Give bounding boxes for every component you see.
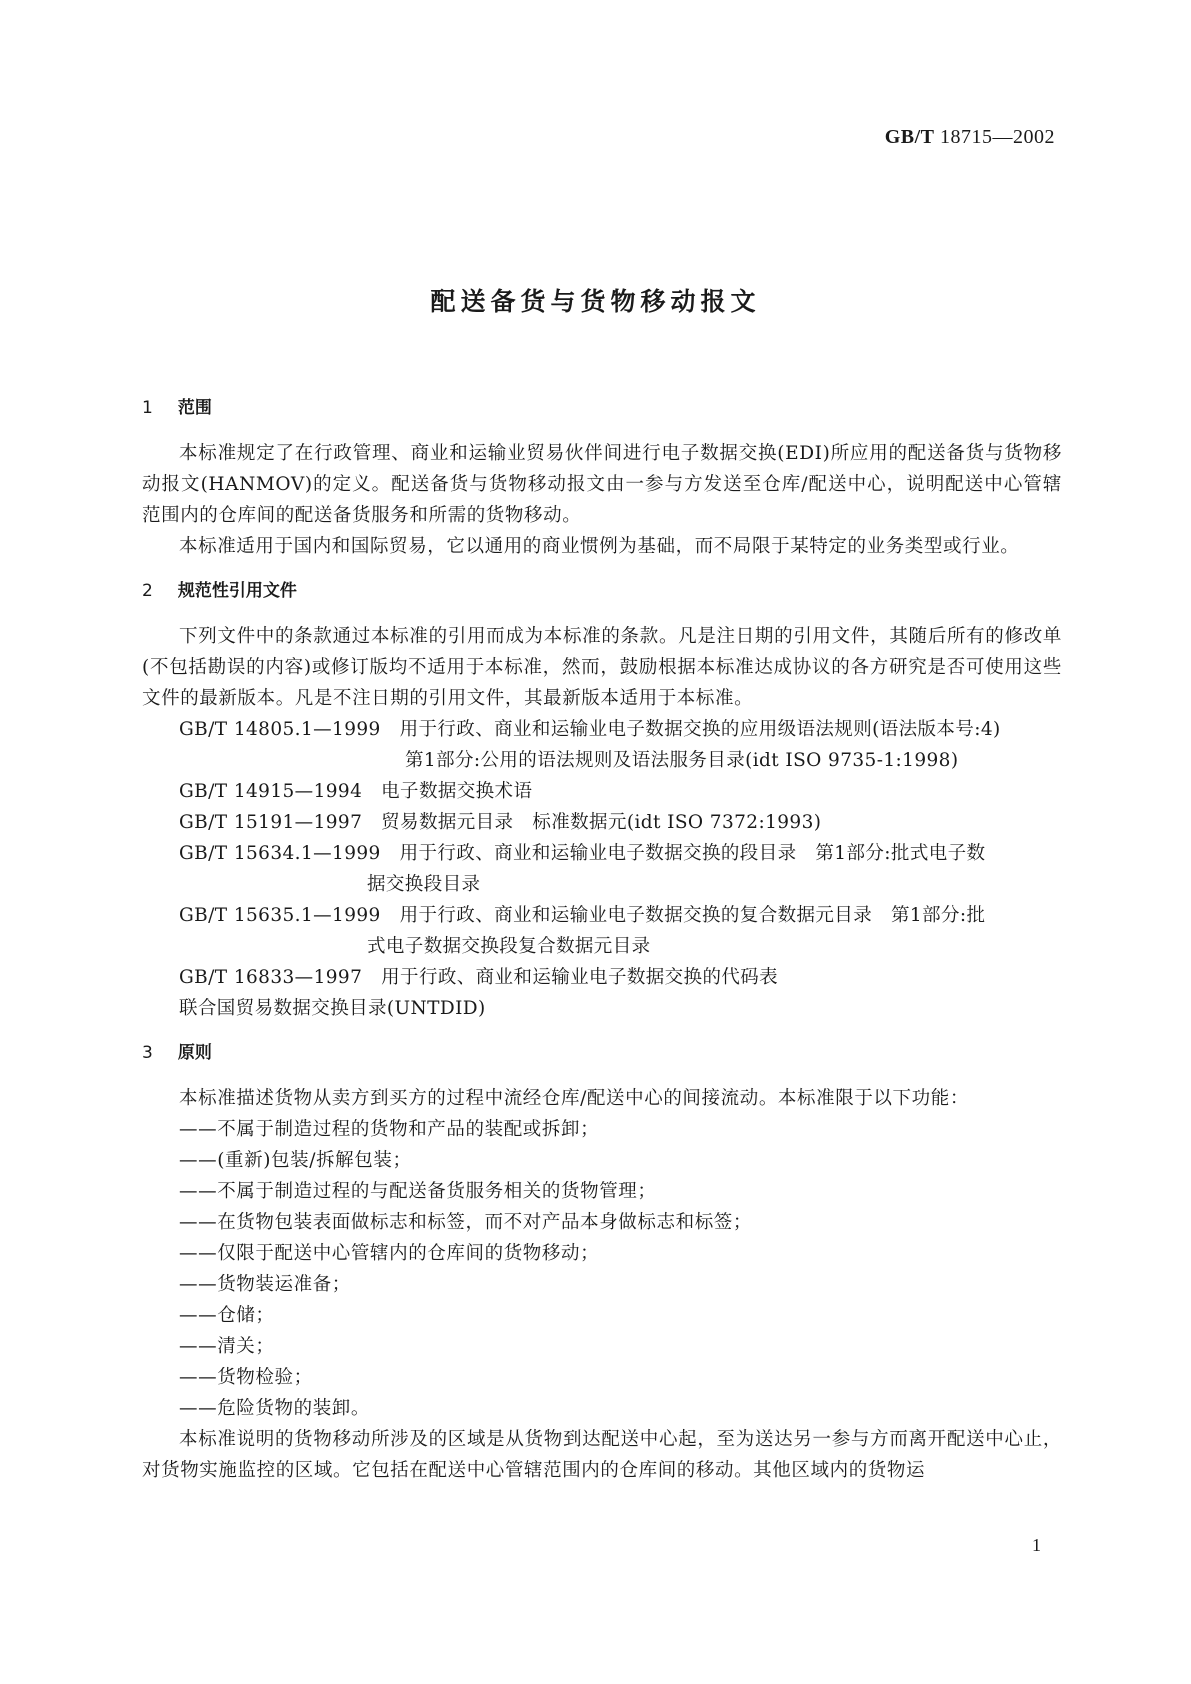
list-item: ——仅限于配送中心管辖内的仓库间的货物移动；	[179, 1243, 600, 1264]
section-title: 规范性引用文件	[177, 581, 297, 601]
reference-item: GB/T 16833—1997 用于行政、商业和运输业电子数据交换的代码表	[179, 967, 779, 988]
section-number: 1	[142, 398, 153, 418]
section-heading	[142, 576, 1062, 607]
paragraph: 本标准适用于国内和国际贸易，它以通用的商业惯例为基础，而不局限于某特定的业务类型或行业。	[179, 536, 1020, 557]
section-title: 范围	[177, 398, 212, 418]
reference-item: GB/T 15634.1—1999 用于行政、商业和运输业电子数据交换的段目录 第1部分:批式电子数	[179, 843, 986, 864]
paragraph: 下列文件中的条款通过本标准的引用而成为本标准的条款。凡是注日期的引用文件，其随后所有的修改单(不包括勘误的内容)或修订版均不适用于本标准，然而，鼓励根据本标准达成协议的各方研究是否可使用这些文件的最新版本。凡是不注日期的引用文件，其最新版本适用于本标准。	[142, 626, 1062, 709]
list-item: ——不属于制造过程的货物和产品的装配或拆卸；	[179, 1119, 600, 1140]
reference-item: GB/T 15191—1997 贸易数据元目录 标准数据元(idt ISO 7372:1993)	[179, 812, 822, 833]
standard-code	[885, 126, 1055, 149]
section-title: 原则	[177, 1043, 212, 1063]
list-item: ——货物检验；	[179, 1367, 313, 1388]
reference-item: 联合国贸易数据交换目录(UNTDID)	[179, 998, 486, 1019]
section-principles	[142, 1038, 1062, 1486]
document-body	[142, 393, 1062, 1500]
page-number: 1	[1032, 1535, 1041, 1555]
standard-number: 18715—2002	[940, 126, 1055, 148]
list-item: ——在货物包装表面做标志和标签，而不对产品本身做标志和标签；	[179, 1212, 753, 1233]
list-item: ——货物装运准备；	[179, 1274, 351, 1295]
reference-item: GB/T 15635.1—1999 用于行政、商业和运输业电子数据交换的复合数据元目录 第1部分:批	[179, 905, 986, 926]
list-item: ——不属于制造过程的与配送备货服务相关的货物管理；	[179, 1181, 657, 1202]
reference-item-continuation: 式电子数据交换段复合数据元目录	[367, 936, 651, 957]
list-item: ——仓储；	[179, 1305, 275, 1326]
list-item: ——危险货物的装卸。	[179, 1398, 371, 1419]
standard-prefix: GB/T	[884, 126, 935, 148]
section-heading	[142, 393, 1062, 424]
paragraph: 本标准规定了在行政管理、商业和运输业贸易伙伴间进行电子数据交换(EDI)所应用的配送备货与货物移动报文(HANMOV)的定义。配送备货与货物移动报文由一参与方发送至仓库/配送中心，说明配送中心管辖范围内的仓库间的配送备货服务和所需的货物移动。	[142, 443, 1062, 526]
section-scope	[142, 393, 1062, 562]
section-heading	[142, 1038, 1062, 1069]
section-number: 3	[142, 1043, 153, 1063]
section-normative-references	[142, 576, 1062, 1024]
list-item: ——清关；	[179, 1336, 275, 1357]
document-title: 配送备货与货物移动报文	[430, 287, 761, 316]
reference-item: GB/T 14805.1—1999 用于行政、商业和运输业电子数据交换的应用级语法规则(语法版本号:4)	[179, 719, 1001, 740]
section-number: 2	[142, 581, 153, 601]
paragraph: 本标准描述货物从卖方到买方的过程中流经仓库/配送中心的间接流动。本标准限于以下功能：	[179, 1088, 969, 1109]
reference-item-continuation: 第1部分:公用的语法规则及语法服务目录(idt ISO 9735-1:1998)	[405, 750, 959, 771]
reference-item-continuation: 据交换段目录	[367, 874, 481, 895]
list-item: ——(重新)包装/拆解包装；	[179, 1150, 412, 1171]
paragraph: 本标准说明的货物移动所涉及的区域是从货物到达配送中心起，至为送达另一参与方而离开配送中心止，对货物实施监控的区域。它包括在配送中心管辖范围内的仓库间的移动。其他区域内的货物运	[142, 1429, 1062, 1481]
reference-item: GB/T 14915—1994 电子数据交换术语	[179, 781, 533, 802]
